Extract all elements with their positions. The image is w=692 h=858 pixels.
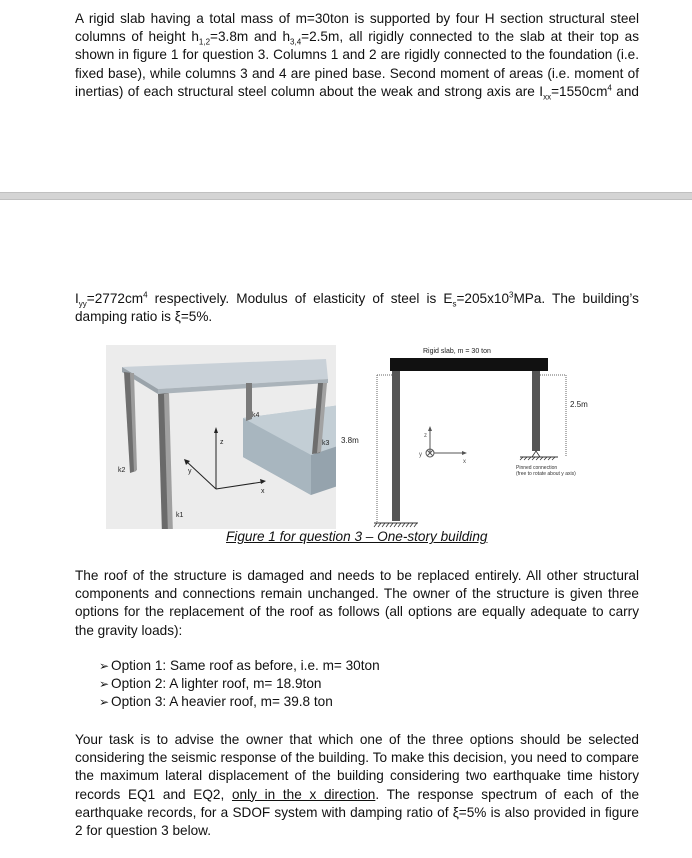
- text-line: the maximum lateral displacement of the building considering two earthquake time history: [75, 768, 639, 784]
- schematic-axis-y: y: [419, 452, 422, 458]
- text-line: The roof of the structure is damaged and needs to be replaced entirely. All other structural: [75, 568, 639, 583]
- schematic-axis-x: x: [463, 459, 466, 465]
- intro-paragraph: [75, 10, 639, 101]
- building-3d-illustration: [106, 345, 336, 529]
- axis-label-z: z: [220, 439, 224, 446]
- text-line: the gravity loads):: [75, 622, 183, 638]
- option-text: Option 3: A heavier roof, m= 39.8 ton: [111, 694, 333, 710]
- option-item-1: [99, 657, 380, 675]
- slab-label: Rigid slab, m = 30 ton: [423, 348, 491, 355]
- axis-label-y: y: [188, 468, 192, 475]
- page-break-divider: [0, 192, 692, 200]
- text-line: $I_{yy}=2772cm^4$ respectively. Modulus of elasticity of steel is $E_s=205x10^3MPa$. The building’s: [75, 290, 639, 309]
- height-label-left: 3.8m: [341, 436, 359, 445]
- figure-caption: Figure 1 for question 3 – One-story building: [226, 529, 488, 544]
- axis-label-x: x: [261, 488, 265, 495]
- text-line: options for the replacement of the roof as follows (all options are equally adequate to carry: [75, 604, 639, 620]
- building-3d-render: [106, 345, 336, 529]
- pinned-note: (free to rotate about y axis): [516, 471, 576, 477]
- roof-paragraph: [75, 567, 639, 640]
- column-label-k2: k2: [118, 467, 126, 474]
- column-label-k3: k3: [322, 440, 330, 447]
- material-paragraph: [75, 290, 639, 326]
- text-line: fixed base), while columns 3 and 4 are pined base. Second moment of areas (i.e. moment of: [75, 65, 639, 81]
- building-schematic: [336, 345, 608, 529]
- arrow-bullet-icon: ➢: [99, 677, 110, 692]
- height-label-right: 2.5m: [570, 400, 588, 409]
- option-item-2: [99, 675, 380, 693]
- column-label-k1: k1: [176, 512, 184, 519]
- schematic-axis-z: z: [424, 433, 427, 439]
- column-label-k4: k4: [252, 412, 260, 419]
- text-line: damping ratio is ξ=5%.: [75, 309, 213, 325]
- text-line: inertias) of each structural steel column about the weak and strong axis are $I_{xx}=1550cm^4$ and: [75, 83, 639, 102]
- text-line: shown in figure 1 for question 3. Columns 1 and 2 are rigidly connected to the foundation (i.e.: [75, 47, 639, 63]
- roof-options-list: [99, 657, 380, 712]
- text-line: records EQ1 and EQ2, only in the x direction. The response spectrum of each of the: [75, 786, 640, 802]
- option-text: Option 2: A lighter roof, m= 18.9ton: [111, 676, 322, 692]
- option-text: Option 1: Same roof as before, i.e. m= 30ton: [111, 658, 380, 673]
- figure-one-story-building: [106, 345, 608, 529]
- text-line: 2 for question 3 below.: [75, 823, 212, 839]
- text-line: earthquake records, for a SDOF system with damping ratio of ξ=5% is also provided in figure: [75, 804, 639, 820]
- text-line: components and connections remain unchanged. The owner of the structure is given three: [75, 586, 639, 602]
- option-item-3: [99, 693, 380, 711]
- arrow-bullet-icon: ➢: [99, 659, 110, 673]
- text-line: Your task is to advise the owner that which one of the three options should be selected: [75, 732, 639, 747]
- frame-schematic-diagram: [336, 345, 608, 529]
- text-line: columns of height $h_{1,2}=3.8m$ and $h_{3,4}=2.5m$, all rigidly connected to the slab at their top as: [75, 29, 639, 47]
- task-paragraph: [75, 731, 639, 840]
- arrow-bullet-icon: ➢: [99, 695, 110, 710]
- text-line: considering the seismic response of the building. To make this decision, you need to compare: [75, 750, 639, 766]
- pinned-label: Pinned connection: [516, 465, 558, 471]
- underlined-emphasis: only in the x direction: [231, 786, 376, 802]
- text-line: A rigid slab having a total mass of m=30ton is supported by four H section structural steel: [75, 11, 639, 26]
